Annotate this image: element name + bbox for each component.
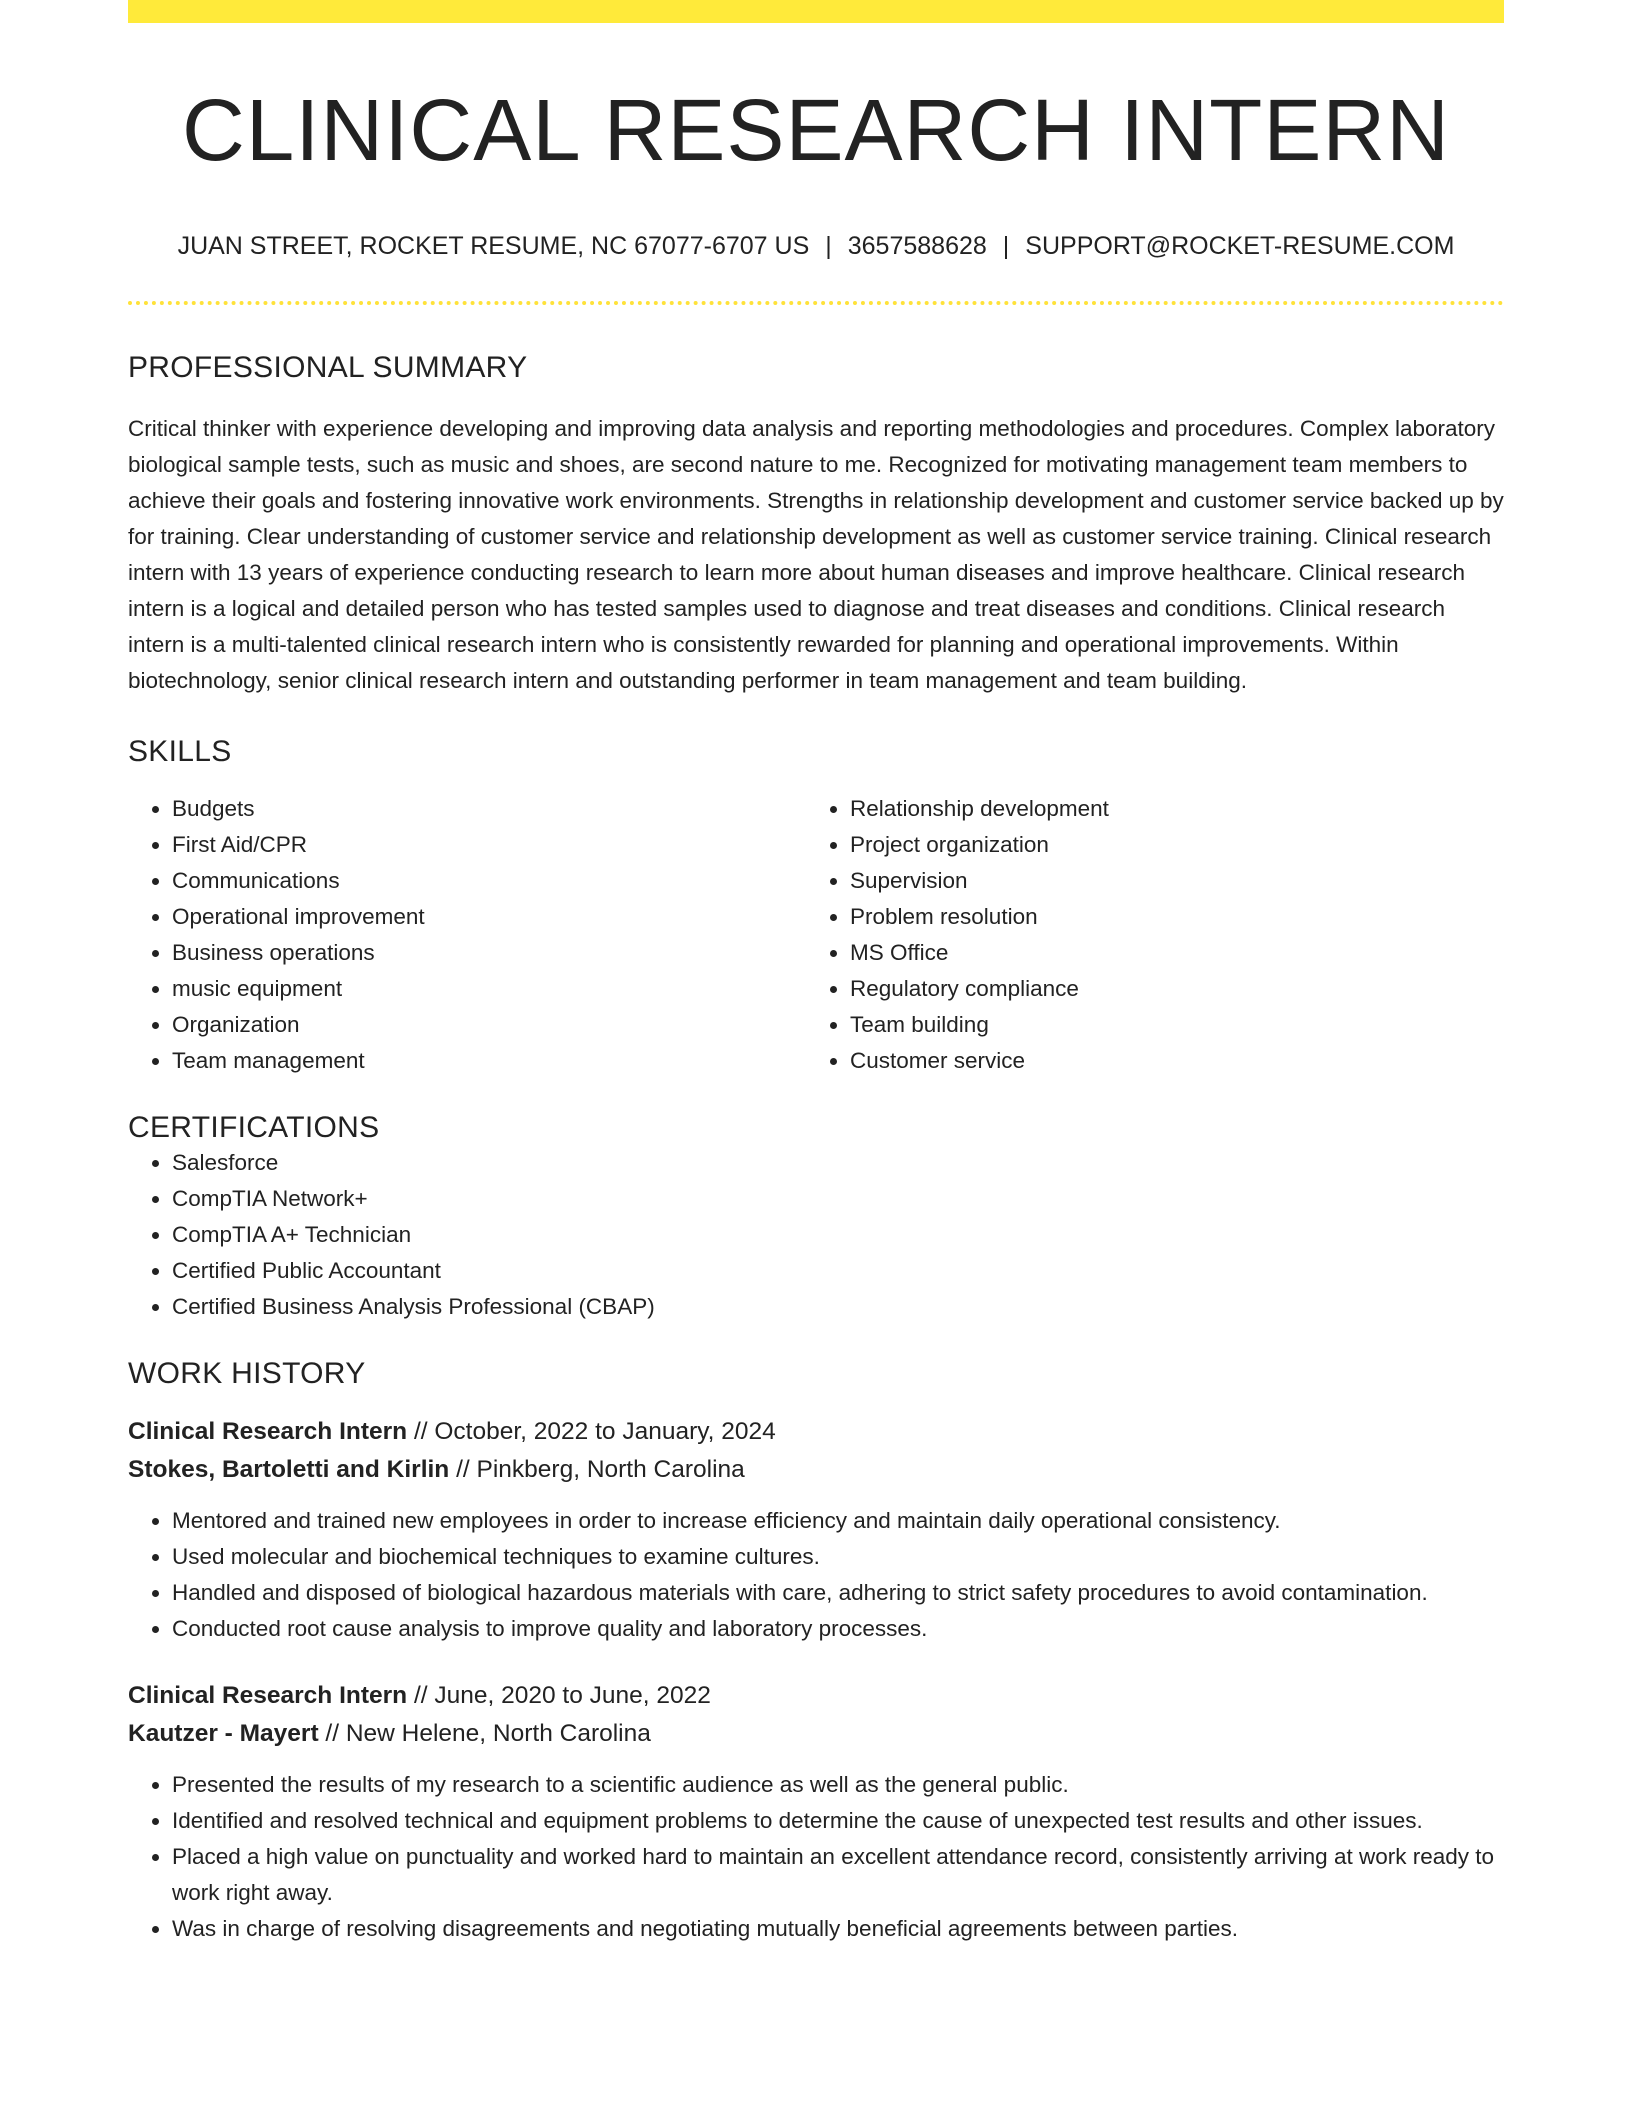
certification-item: • CompTIA A+ Technician — [172, 1217, 1504, 1253]
skill-item: • Regulatory compliance — [850, 971, 1484, 1007]
certification-item: • CompTIA Network+ — [172, 1181, 1504, 1217]
skills-column-right — [806, 791, 1484, 1079]
summary-text: Critical thinker with experience developing and improving data analysis and reporting methodologies and procedures. Complex laboratory biological sample tests, such as music and shoes, are second nature to me. Recognized for motivating management team members to achieve their goals and fostering innovative work environments. Strengths in relationship development and customer service backed up by for training. Clear understanding of customer service and relationship development as well as customer service training. Clinical research intern with 13 years of experience conducting research to learn more about human diseases and improve healthcare. Clinical research intern is a logical and detailed person who has tested samples used to diagnose and treat diseases and conditions. Clinical research intern is a multi-talented clinical research intern who is consistently rewarded for planning and operational improvements. Within biotechnology, senior clinical research intern and outstanding performer in team management and team building. — [128, 415, 1504, 693]
certifications-list — [128, 1145, 1504, 1325]
skills-column-left — [128, 791, 806, 1079]
job-company: Stokes, Bartoletti and Kirlin — [128, 1455, 450, 1483]
job-title-line — [128, 1413, 1504, 1451]
contact-address: JUAN STREET, ROCKET RESUME, NC 67077-6707 US — [177, 231, 810, 260]
job-bullet: • Identified and resolved technical and equipment problems to determine the cause of unexpected test results and other issues. — [172, 1803, 1504, 1839]
skill-item: • Customer service — [850, 1043, 1484, 1079]
skill-item: • music equipment — [172, 971, 806, 1007]
skill-item: • First Aid/CPR — [172, 827, 806, 863]
contact-phone: 3657588628 — [847, 231, 987, 260]
skills-list — [128, 791, 1504, 1079]
top-accent-bar — [128, 0, 1504, 23]
certification-item: • Salesforce — [172, 1145, 1504, 1181]
certification-item: • Certified Business Analysis Professional (CBAP) — [172, 1289, 1504, 1325]
job-bullet: • Placed a high value on punctuality and worked hard to maintain an excellent attendance record, consistently arriving at work ready to work right away. — [172, 1839, 1504, 1911]
job-company-line — [128, 1451, 1504, 1489]
dotted-divider — [128, 301, 1504, 305]
candidate-name: CLINICAL RESEARCH INTERN — [182, 82, 1450, 179]
job-bullet: • Handled and disposed of biological hazardous materials with care, adhering to strict safety procedures to avoid contamination. — [172, 1575, 1504, 1611]
job-bullet: • Was in charge of resolving disagreements and negotiating mutually beneficial agreements between parties. — [172, 1911, 1504, 1947]
skill-item: • Relationship development — [850, 791, 1484, 827]
skill-item: • Supervision — [850, 863, 1484, 899]
skill-item: • Communications — [172, 863, 806, 899]
skills-heading: SKILLS — [128, 734, 232, 768]
skill-item: • Project organization — [850, 827, 1484, 863]
skill-item: • Business operations — [172, 935, 806, 971]
job-title-line — [128, 1677, 1504, 1715]
job-bullet: • Conducted root cause analysis to improve quality and laboratory processes. — [172, 1611, 1504, 1647]
skill-item: • Organization — [172, 1007, 806, 1043]
job-bullet: • Mentored and trained new employees in order to increase efficiency and maintain daily operational consistency. — [172, 1503, 1504, 1539]
certification-item: • Certified Public Accountant — [172, 1253, 1504, 1289]
job-entry — [128, 1413, 1504, 1647]
job-dates: // June, 2020 to June, 2022 — [413, 1681, 711, 1709]
job-location: // Pinkberg, North Carolina — [456, 1455, 745, 1483]
job-company: Kautzer - Mayert — [128, 1719, 319, 1747]
job-bullet: • Presented the results of my research to a scientific audience as well as the general public. — [172, 1767, 1504, 1803]
contact-email: SUPPORT@ROCKET-RESUME.COM — [1025, 231, 1455, 260]
job-bullet: • Used molecular and biochemical techniques to examine cultures. — [172, 1539, 1504, 1575]
skill-item: • Team management — [172, 1043, 806, 1079]
job-bullets — [128, 1767, 1504, 1947]
job-role: Clinical Research Intern — [128, 1681, 408, 1709]
skill-item: • Budgets — [172, 791, 806, 827]
job-dates: // October, 2022 to January, 2024 — [413, 1417, 776, 1445]
job-entry — [128, 1677, 1504, 1947]
job-location: // New Helene, North Carolina — [325, 1719, 651, 1747]
certifications-heading: CERTIFICATIONS — [128, 1110, 380, 1144]
work-history-heading: WORK HISTORY — [128, 1356, 366, 1390]
contact-separator: | — [825, 231, 832, 260]
skill-item: • Team building — [850, 1007, 1484, 1043]
contact-separator: | — [1002, 231, 1010, 260]
contact-line — [128, 231, 1504, 261]
skill-item: • MS Office — [850, 935, 1484, 971]
job-bullets — [128, 1503, 1504, 1647]
job-company-line — [128, 1715, 1504, 1753]
skill-item: • Problem resolution — [850, 899, 1484, 935]
resume-page — [128, 0, 1504, 1947]
job-role: Clinical Research Intern — [128, 1417, 408, 1445]
summary-heading: PROFESSIONAL SUMMARY — [128, 350, 528, 384]
skill-item: • Operational improvement — [172, 899, 806, 935]
